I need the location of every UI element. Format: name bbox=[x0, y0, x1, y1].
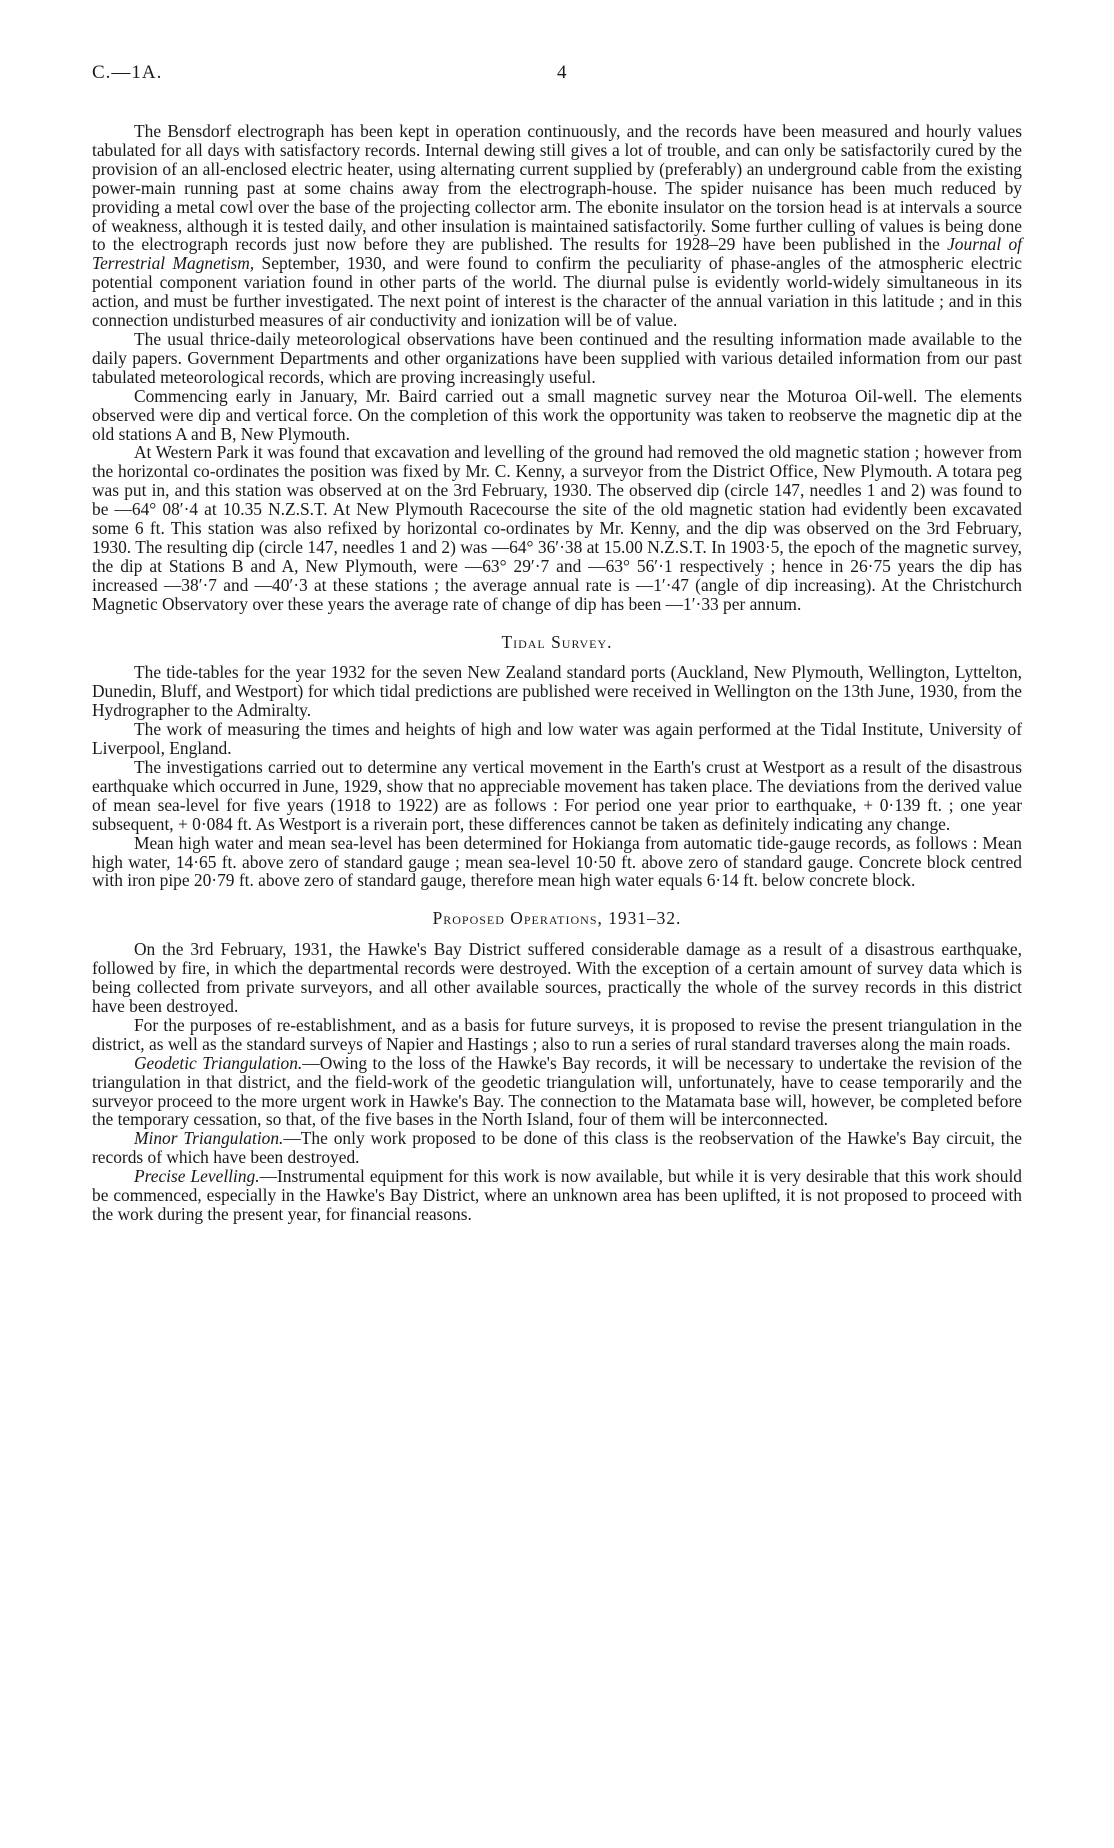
paragraph-hawkes-bay-earthquake: On the 3rd February, 1931, the Hawke's Bay District suffered considerable damage as a result of a disastrous earthquake, followed by fire, in which the departmental records were destroyed. With the exception of a certain amount of survey data which is being collected from private surveyors, and all other available sources, practically the whole of the survey records in this district have been destroyed. bbox=[92, 939, 1022, 1016]
minor-triangulation-lead: Minor Triangulation. bbox=[134, 1128, 284, 1149]
section-heading-tidal-survey: Tidal Survey. bbox=[501, 631, 613, 652]
paragraph-hokianga: Mean high water and mean sea-level has been determined for Hokianga from automatic tide-gauge records, as follows : Mean high water, 14·65 ft. above zero of standard gauge ; mean sea-level 10·50 ft. above zero of standard gauge. Concrete block centred with iron pipe 20·79 ft. above zero of standard gauge, therefore mean high water equals 6·14 ft. below concrete block. bbox=[92, 832, 1022, 891]
paragraph-re-establishment: For the purposes of re-establishment, and as a basis for future surveys, it is proposed to revise the present triangulation in the district, as well as the standard surveys of Napier and Hastings ; also to run a series of rural standard traverses along the main roads. bbox=[92, 1014, 1022, 1054]
minor-triangulation-text: —The only work proposed to be done of this class is the reobservation of the Hawke's Bay circuit, the records of which have been destroyed. bbox=[92, 1128, 1022, 1168]
journal-title: Journal of Terrestrial Magnetism, bbox=[92, 234, 1022, 274]
page-number: 4 bbox=[557, 62, 568, 83]
geodetic-triangulation-lead: Geodetic Triangulation. bbox=[134, 1052, 303, 1073]
paragraph-western-park: At Western Park it was found that excavation and levelling of the ground had removed the old magnetic station ; however from the horizontal co-ordinates the position was fixed by Mr. C. Kenny, a surveyor from the District Office, New Plymouth. A totara peg was put in, and this station was observed at on the 3rd February, 1930. The observed dip (circle 147, needles 1 and 2) was found to be —64° 08′·4 at 10.35 N.Z.S.T. At New Plymouth Racecourse the site of the old magnetic station had evidently been excavated some 6 ft. This station was also refixed by horizontal co-ordinates by Mr. Kenny, and the dip was observed on the 3rd February, 1930. The resulting dip (circle 147, needles 1 and 2) was —64° 36′·38 at 15.00 N.Z.S.T. In 1903·5, the epoch of the magnetic survey, the dip at Stations B and A, New Plymouth, were —63° 29′·7 and —63° 56′·1 respectively ; hence in 26·75 years the dip has increased —38′·7 and —40′·3 at these stations ; the average annual rate is —1′·47 (angle of dip increasing). At the Christchurch Magnetic Observatory over these years the average rate of change of dip has been —1′·33 per annum. bbox=[92, 442, 1022, 614]
precise-levelling-text: —Instrumental equipment for this work is now available, but while it is very desirable that this work should be commenced, especially in the Hawke's Bay District, where an unknown area has been uplifted, it is not proposed to proceed with the work during the present year, for financial reasons. bbox=[92, 1166, 1022, 1224]
paragraph-minor-triangulation bbox=[92, 1129, 1022, 1167]
paragraph-tide-tables: The tide-tables for the year 1932 for the seven New Zealand standard ports (Auckland, New Plymouth, Wellington, Lyttelton, Dunedin, Bluff, and Westport) for which tidal predictions are published were received in Wellington on the 13th June, 1930, from the Hydrographer to the Admiralty. bbox=[92, 662, 1022, 721]
paragraph-electrograph-text: The Bensdorf electrograph has been kept in operation continuously, and the records have been measured and hourly values tabulated for all days with satisfactory records. Internal dewing still gives a lot of trouble, and can only be satisfactorily cured by the provision of an all-enclosed electric heater, using alternating current supplied by (preferably) an underground cable from the existing power-main running past at some chains away from the electrograph-house. The spider nuisance has been much reduced by providing a metal cowl over the base of the projecting collector arm. The ebonite insulator on the torsion head is at intervals a source of weakness, although it is tested daily, and other insulation is maintained satisfactorily. Some further culling of values is being done to the electrograph records just now before they are published. The results for 1928–29 have been published in the bbox=[92, 121, 1022, 255]
page-body bbox=[92, 122, 1022, 1224]
paragraph-meteorological: The usual thrice-daily meteorological observations have been continued and the resulting information made available to the daily papers. Government Departments and other organizations have been supplied with various detailed information from our past tabulated meteorological records, which are proving increasingly useful. bbox=[92, 328, 1022, 387]
paragraph-westport: The investigations carried out to determine any vertical movement in the Earth's crust at Westport as a result of the disastrous earthquake which occurred in June, 1929, show that no appreciable movement has taken place. The deviations from the derived value of mean sea-level for five years (1918 to 1922) are as follows : For period one year prior to earthquake, + 0·139 ft. ; one year subsequent, + 0·084 ft. As Westport is a riverain port, these differences cannot be taken as definitely indicating any change. bbox=[92, 757, 1022, 834]
paragraph-magnetic-survey: Commencing early in January, Mr. Baird carried out a small magnetic survey near the Moturoa Oil-well. The elements observed were dip and vertical force. On the completion of this work the opportunity was taken to reobserve the magnetic dip at the old stations A and B, New Plymouth. bbox=[92, 385, 1022, 444]
paragraph-electrograph bbox=[92, 122, 1022, 330]
precise-levelling-lead: Precise Levelling. bbox=[134, 1166, 260, 1187]
paragraph-precise-levelling bbox=[92, 1167, 1022, 1224]
paragraph-geodetic-triangulation bbox=[92, 1054, 1022, 1130]
section-heading-proposed-operations: Proposed Operations, 1931–32. bbox=[432, 908, 682, 929]
paragraph-tidal-institute: The work of measuring the times and heights of high and low water was again performed at the Tidal Institute, University of Liverpool, England. bbox=[92, 719, 1022, 759]
paragraph-electrograph-continued: September, 1930, and were found to confirm the peculiarity of phase-angles of the atmospheric electric potential component variation found in other parts of the world. The diurnal pulse is evidently world-widely simultaneous in its action, and must be further investigated. The next point of interest is the character of the annual variation in this latitude ; and in this connection undisturbed measures of air conductivity and ionization will be of value. bbox=[92, 253, 1022, 331]
document-reference: C.—1A. bbox=[92, 62, 163, 83]
geodetic-triangulation-text: —Owing to the loss of the Hawke's Bay records, it will be necessary to undertake the revision of the triangulation in that district, and the field-work of the geodetic triangulation will, unfortunately, have to cease temporarily and the surveyor proceed to the more urgent work in Hawke's Bay. The connection to the Matamata base will, however, be completed before the temporary cessation, so that, of the five bases in the North Island, four of them will be interconnected. bbox=[92, 1052, 1022, 1130]
running-header bbox=[92, 62, 1022, 94]
